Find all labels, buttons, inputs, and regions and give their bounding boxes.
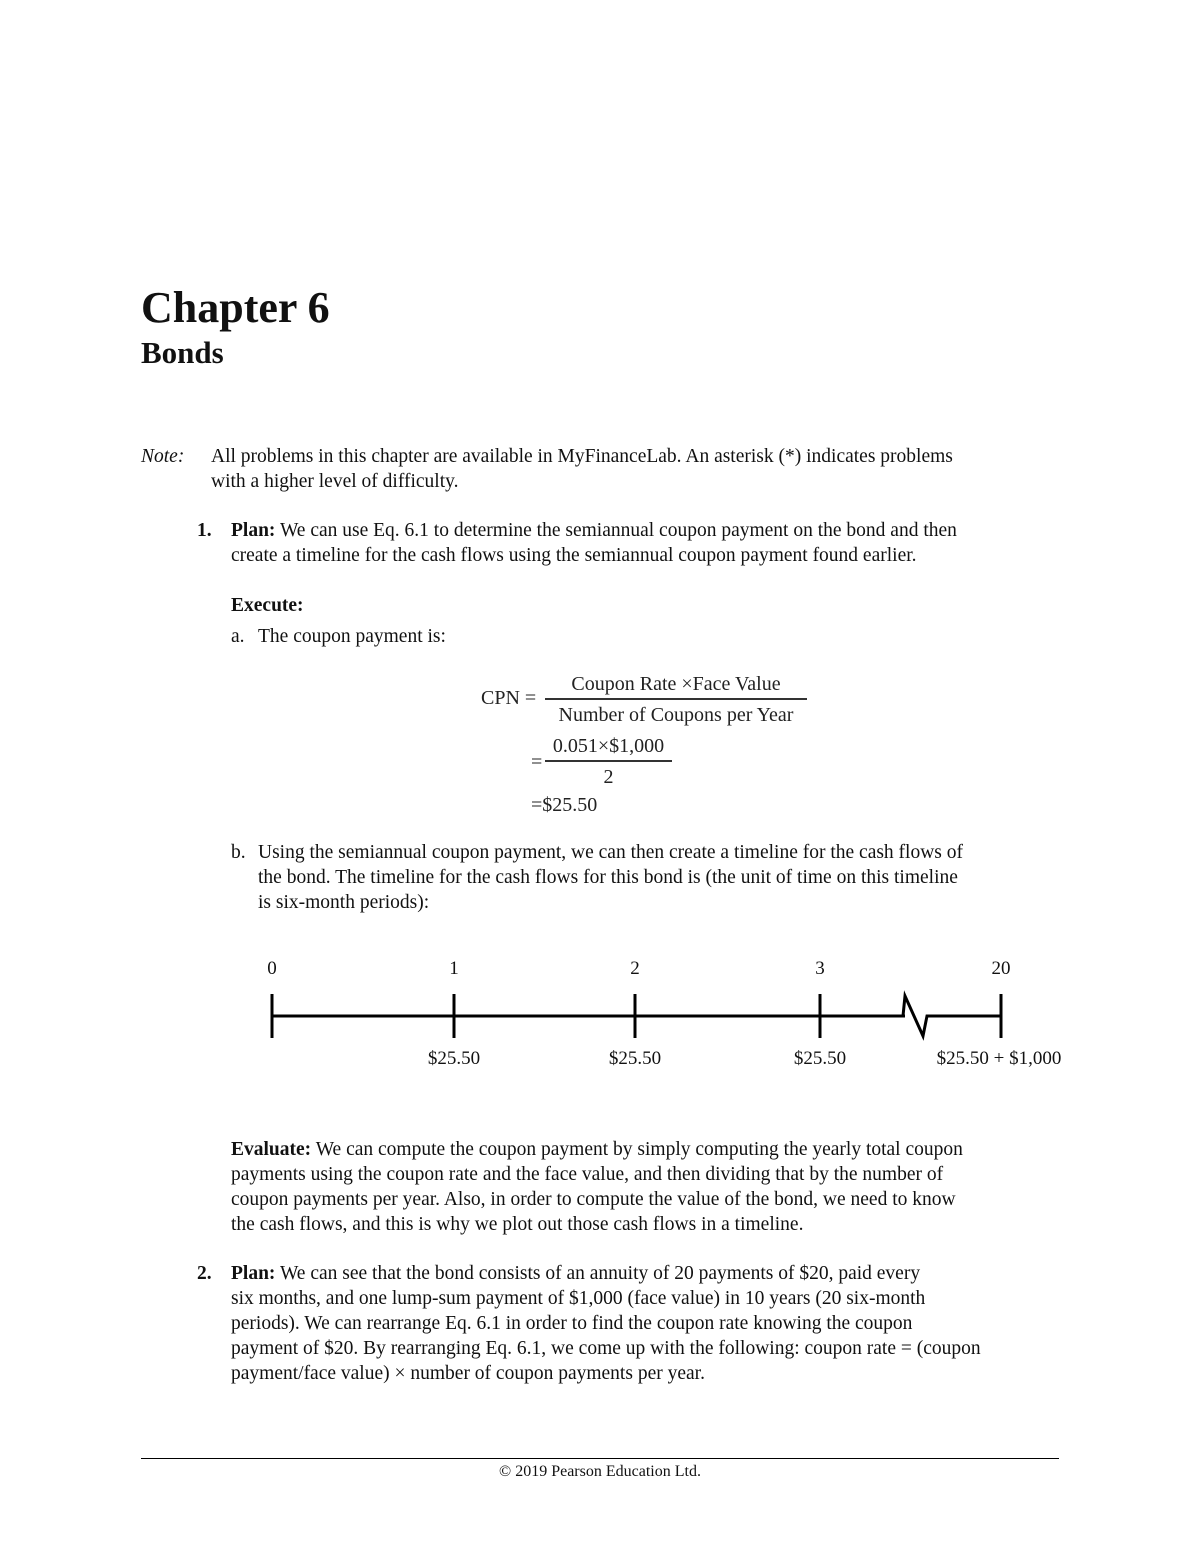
problem-2-line-3: periods). We can rearrange Eq. 6.1 in order to find the coupon rate knowing the coupon (231, 1313, 913, 1334)
timeline-cashflow-1: $25.50 (427, 1048, 481, 1069)
part-b-letter: b. (231, 842, 246, 863)
problem-1-number: 1. (197, 520, 212, 541)
timeline-cashflow-20: $25.50 + $1,000 (936, 1048, 1062, 1069)
part-a-letter: a. (231, 626, 245, 647)
equation-result: =$25.50 (531, 794, 598, 816)
timeline-period-2: 2 (630, 958, 640, 979)
chapter-title: Chapter 6 (141, 283, 330, 332)
evaluate-line-1: Evaluate: We can compute the coupon payment by simply computing the yearly total coupon (231, 1139, 963, 1160)
part-b-line-2: the bond. The timeline for the cash flows for this bond is (the unit of time on this timeline (258, 867, 958, 888)
problem-1-plan-line-1: Plan: We can use Eq. 6.1 to determine the semiannual coupon payment on the bond and then (231, 520, 957, 541)
timeline-period-20: 20 (991, 958, 1011, 979)
part-b-line-3: is six-month periods): (258, 892, 430, 913)
part-a-text: The coupon payment is: (258, 626, 446, 647)
evaluate-line-3: coupon payments per year. Also, in order to compute the value of the bond, we need to know (231, 1189, 956, 1210)
chapter-subtitle: Bonds (141, 335, 224, 370)
problem-2-line-4: payment of $20. By rearranging Eq. 6.1, we come up with the following: coupon rate = (coupon (231, 1338, 981, 1359)
note-line-2: with a higher level of difficulty. (211, 471, 459, 492)
problem-2-plan (231, 1261, 981, 1386)
equation-numerator-1: Coupon Rate ×Face Value (571, 673, 781, 695)
timeline-cashflow-3: $25.50 (793, 1048, 847, 1069)
part-b-line-1: Using the semiannual coupon payment, we can then create a timeline for the cash flows of (258, 842, 964, 863)
evaluate-line-2: payments using the coupon rate and the face value, and then dividing that by the number of (231, 1164, 944, 1185)
problem-2-line-5: payment/face value) × number of coupon payments per year. (231, 1363, 705, 1384)
evaluate-line-4: the cash flows, and this is why we plot out those cash flows in a timeline. (231, 1214, 804, 1235)
note-line-1: All problems in this chapter are available in MyFinanceLab. An asterisk (*) indicates problems (211, 446, 953, 467)
plan-label-2: Plan: (231, 1263, 276, 1284)
problem-2-number: 2. (197, 1263, 212, 1284)
plan-label: Plan: (231, 520, 276, 541)
problem-1-plan-line-2: create a timeline for the cash flows using the semiannual coupon payment found earlier. (231, 545, 917, 566)
timeline-break-mark (903, 996, 1001, 1036)
execute-label: Execute: (231, 595, 304, 616)
timeline-period-1: 1 (449, 958, 459, 979)
note-label: Note: (141, 446, 185, 467)
timeline-period-3: 3 (815, 958, 825, 979)
problem-2-line-1: Plan: We can see that the bond consists of an annuity of 20 payments of $20, paid every (231, 1263, 921, 1284)
timeline-period-0: 0 (267, 958, 277, 979)
footer-rule (141, 1458, 1059, 1459)
footer-copyright: © 2019 Pearson Education Ltd. (499, 1463, 701, 1480)
equation-lhs: CPN = (481, 687, 537, 709)
equation-denominator-1: Number of Coupons per Year (558, 704, 794, 726)
evaluate-paragraph (231, 1137, 963, 1237)
evaluate-label: Evaluate: (231, 1139, 312, 1160)
problem-2-line-2: six months, and one lump-sum payment of $1,000 (face value) in 10 years (20 six-month (231, 1288, 926, 1309)
timeline-cashflow-2: $25.50 (608, 1048, 662, 1069)
equation-equals-2: = (531, 751, 543, 773)
equation-numerator-2: 0.051×$1,000 (552, 735, 665, 757)
equation-denominator-2: 2 (603, 766, 614, 788)
